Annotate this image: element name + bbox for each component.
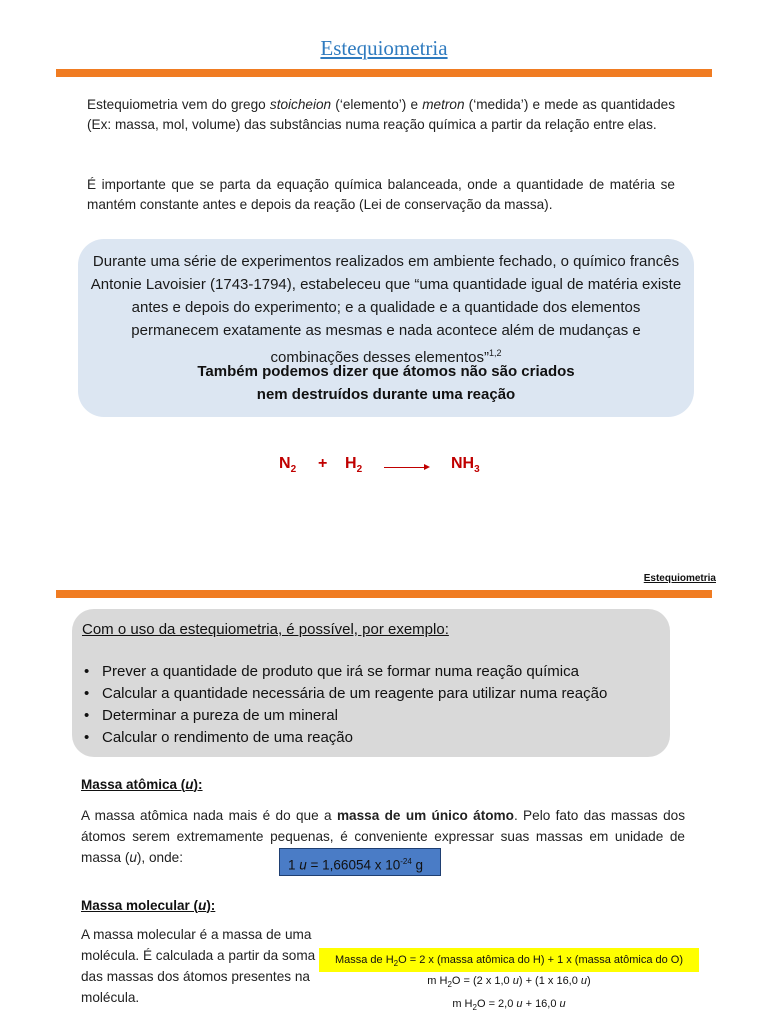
page2-divider: [56, 590, 712, 598]
list-item: • Calcular o rendimento de uma reação: [82, 727, 672, 749]
uses-heading: Com o uso da estequiometria, é possível, por exemplo:: [82, 621, 449, 638]
atomic-mass-title: Massa atômica (u):: [81, 777, 203, 792]
atomic-mass-text: A massa atômica nada mais é do que a massa de um único átomo. Pelo fato das massas dos átomos serem extremamente pequenas, é conveniente expressar suas massas em unidade de massa (u), onde:: [81, 808, 685, 865]
list-item: • Prever a quantidade de produto que irá se formar numa reação química: [82, 661, 672, 683]
page-title: Estequiometria: [320, 36, 448, 60]
water-mass-formula: Massa de $H_2O = 2$ x (massa atômica do H) + 1 x (massa atômica do O): [319, 948, 699, 972]
reactant-n2: $N_2$: [279, 455, 297, 476]
atomic-mass-unit-box: 1 u = 1,66054 x $10^{-24}$ g: [279, 848, 441, 876]
molecular-mass-text: A massa molecular é a massa de uma molécula. É calculada a partir da soma das massas dos átomos presentes na molécula.: [81, 927, 316, 1005]
intro-paragraph-2: É importante que se parta da equação química balanceada, onde a quantidade de matéria se mantém constante antes e depois da reação (Lei de conservação da massa).: [87, 177, 675, 212]
plus-sign: +: [318, 455, 328, 472]
intro-paragraph-1: Estequiometria vem do grego stoicheion (‘elemento’) e metron (‘medida’) e mede as quantidades (Ex: massa, mol, volume) das substâncias numa reação química a partir da relação entre elas.: [87, 97, 676, 132]
header-divider: [56, 69, 712, 77]
uses-list: [82, 661, 672, 749]
quote-conclusion: Também podemos dizer que átomos não são criados nem destruídos durante uma reação: [197, 363, 575, 403]
list-item: • Determinar a pureza de um mineral: [82, 705, 672, 727]
water-mass-calc-2: m $H_2O = 2,0$ u + 16,0 u: [452, 998, 566, 1013]
reaction-arrow-icon: [384, 467, 428, 468]
page-header-label: Estequiometria: [643, 573, 716, 584]
product-nh3: $NH_3$: [451, 455, 480, 476]
list-item: • Calcular a quantidade necessária de um reagente para utilizar numa reação: [82, 683, 672, 705]
reactant-h2: $H_2$: [345, 455, 363, 476]
lavoisier-quote: Durante uma série de experimentos realizados em ambiente fechado, o químico francês Antonie Lavoisier (1743-1794), estabeleceu que “uma quantidade igual de matéria existe antes e depois do experimento; e a qualidade e a quantidade dos elementos permanecem exatamente as mesmas e nada acontece além de mudanças e combinações desses elementos”$^{1,2}$: [90, 253, 682, 366]
molecular-mass-title: Massa molecular (u):: [81, 898, 216, 913]
water-mass-calc-1: m $H_2O = (2$ x 1,0 u) + (1 x 16,0 u): [427, 975, 591, 990]
